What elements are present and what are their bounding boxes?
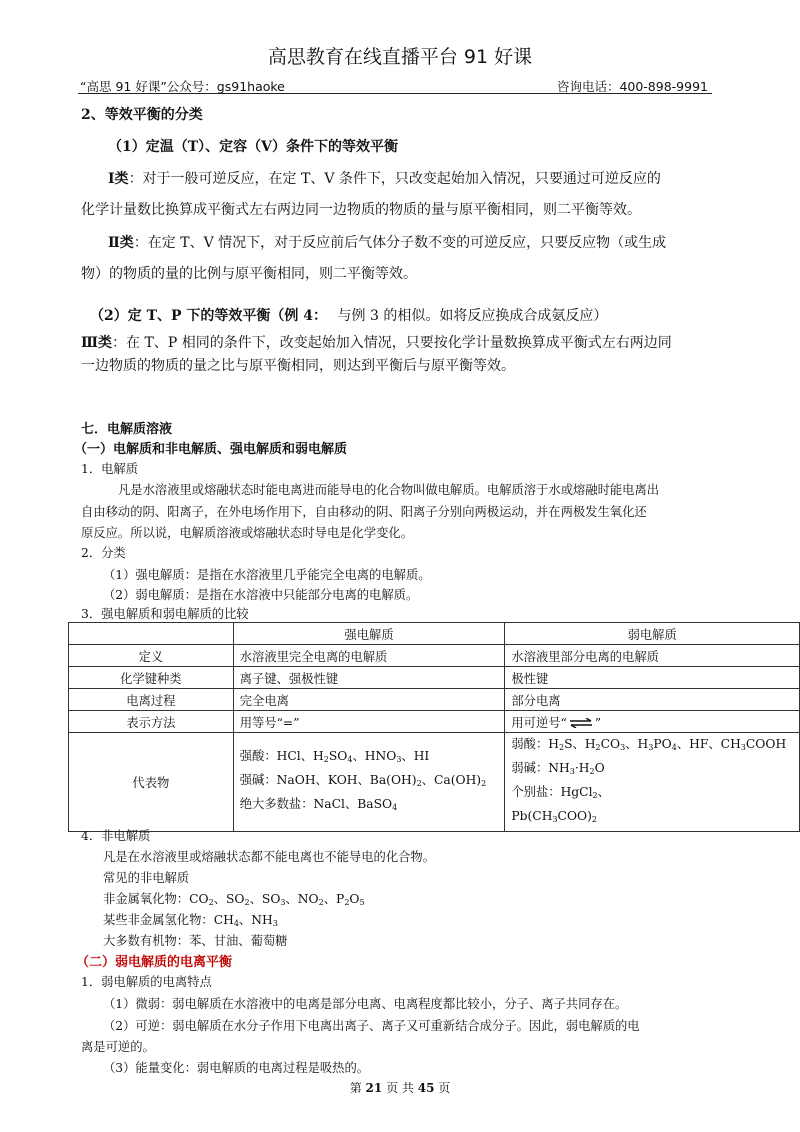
strong-bases: 强碱：NaOH、KOH、$Ba(OH)_2$、$Ca(OH)_2$ [239,773,487,788]
table-cell: 化学键种类 [69,667,234,689]
table-head-cell: 强电解质 [233,623,505,645]
sec7-part1: （一）电解质和非电解质、强电解质和弱电解质 [74,442,348,457]
table-row [69,689,800,711]
weak-acids: 弱酸：$H_2S$、$H_2CO_3$、$H_3PO_4$、HF、$CH_3COOH$ [511,737,787,752]
header-phone: 咨询电话：400-898-9991 [556,79,708,94]
class2-line1 [108,232,666,252]
part2-c: （3）能量变化：弱电解质的电离过程是吸热的。 [103,1061,370,1075]
class3-line2: 一边物质的物质的量之比与原平衡相同，则达到平衡后与原平衡等效。 [81,358,515,374]
item1-title: 1．电解质 [81,462,139,476]
header-title: 高思教育在线直播平台 91 好课 [267,46,533,68]
table-row [69,733,800,832]
header-rule [78,93,712,94]
table-head-cell: 弱电解质 [505,623,800,645]
table-cell: 定义 [69,645,234,667]
class3-line1 [81,332,672,352]
nonelec-common: 常见的非电解质 [103,871,190,885]
class1-label: Ⅰ类 [108,171,129,187]
individual-salts: 个别盐：HgCl$_2$、 [511,785,610,800]
sub2-tail: 与例 3 的相似。如将反应换成合成氨反应） [337,308,608,324]
page-number: 第 21 页 共 45 页 [349,1081,451,1095]
item3-title: 3．强电解质和弱电解质的比较 [81,607,249,621]
reversible-label: 用可逆号“ [511,715,567,730]
table-cell: 离子键、强极性键 [233,667,505,689]
item4-title: 4．非电解质 [81,829,151,843]
p1-line2: 自由移动的阴、阳离子，在外电场作用下，自由移动的阴、阳离子分别向两极运动，并在两极发生氧化还 [81,505,647,519]
table-row [69,623,800,645]
sec2-heading: 2、等效平衡的分类 [81,107,203,123]
class1-line2: 化学计量数比换算成平衡式左右两边同一边物质的物质的量与原平衡相同，则二平衡等效。 [81,202,641,218]
weak-bases: 弱碱：$NH_3\cdot H_2O$ [511,761,605,776]
item2-b: （2）弱电解质：是指在水溶液中只能部分电离的电解质。 [103,588,419,602]
nonelec-def: 凡是在水溶液里或熔融状态都不能电离也不能导电的化合物。 [103,850,436,864]
table-row [69,645,800,667]
table-cell: 完全电离 [233,689,505,711]
part2-a: （1）微弱：弱电解质在水溶液中的电离是部分电离、电离程度都比较小，分子、离子共同存在。 [103,997,628,1011]
individual-salts-2: $Pb(CH_3COO)_2$ [511,809,597,824]
table-cell: 水溶液里部分电离的电解质 [505,645,800,667]
part2-item1: 1．弱电解质的电离特点 [81,975,212,989]
reversible-arrow-icon [569,718,593,728]
p1-line1: 凡是水溶液里或熔融状态时能电离进而能导电的化合物叫做电解质。电解质溶于水或熔融时能电离出 [118,483,660,497]
salts: 绝大多数盐：NaCl、BaSO$_4$ [239,797,398,812]
item2-a: （1）强电解质：是指在水溶液里几乎能完全电离的电解质。 [103,568,431,582]
nonelec-organic: 大多数有机物：苯、甘油、葡萄糖 [103,934,288,948]
class1-line1 [108,168,661,188]
table-row [69,667,800,689]
class3-label: Ⅲ类 [81,335,113,351]
table-cell: 极性键 [505,667,800,689]
part2-b-line2: 离是可逆的。 [81,1040,155,1054]
class2-line2: 物）的物质的量的比例与原平衡相同，则二平衡等效。 [81,266,417,282]
table-row [69,711,800,733]
table-cell: 部分电离 [505,689,800,711]
nonelec-oxides: 非金属氧化物：$CO_2$、$SO_2$、$SO_3$、$NO_2$、$P_2O_5$ [103,892,365,907]
strong-acids: 强酸：HCl、$H_2SO_4$、$HNO_3$、HI [239,749,430,764]
table-cell: 代表物 [69,733,234,832]
table-cell [505,711,800,733]
part2-heading: （二）弱电解质的电离平衡 [76,955,233,970]
class2-text: ：在定 T、V 情况下，对于反应前后气体分子数不变的可逆反应，只要反应物（或生成 [133,235,667,251]
nonelec-hydrides: 某些非金属氢化物：$CH_4$、$NH_3$ [103,913,278,928]
table-head-cell [69,623,234,645]
item2-title: 2．分类 [81,546,126,560]
table-cell: 水溶液里完全电离的电解质 [233,645,505,667]
part2-b-line1: （2）可逆：弱电解质在水分子作用下电离出离子、离子又可重新结合成分子。因此，弱电解质的电 [103,1019,640,1033]
weak-reps [505,733,800,832]
table-cell: 表示方法 [69,711,234,733]
class1-text: ：对于一般可逆反应，在定 T、V 条件下，只改变起始加入情况，只要通过可逆反应的 [128,171,661,187]
table-cell: 用等号“=” [233,711,505,733]
table-cell: 电离过程 [69,689,234,711]
sec7-heading: 七．电解质溶液 [81,422,173,437]
sub2-label: （2）定 T、P 下的等效平衡（例 4： [90,308,328,324]
reversible-close-quote: ” [594,715,602,730]
header-wechat: “高思 91 好课”公众号：gs91haoke [80,79,285,94]
strong-reps [233,733,505,832]
class2-label: Ⅱ类 [108,235,134,251]
class3-text: ：在 T、P 相同的条件下，改变起始加入情况，只要按化学计量数换算成平衡式左右两边同 [112,335,672,351]
sec2-sub1: （1）定温（T）、定容（V）条件下的等效平衡 [108,139,399,155]
sec2-sub2 [90,305,607,325]
comparison-table [68,622,800,832]
p1-line3: 原反应。所以说，电解质溶液或熔融状态时导电是化学变化。 [81,526,414,540]
